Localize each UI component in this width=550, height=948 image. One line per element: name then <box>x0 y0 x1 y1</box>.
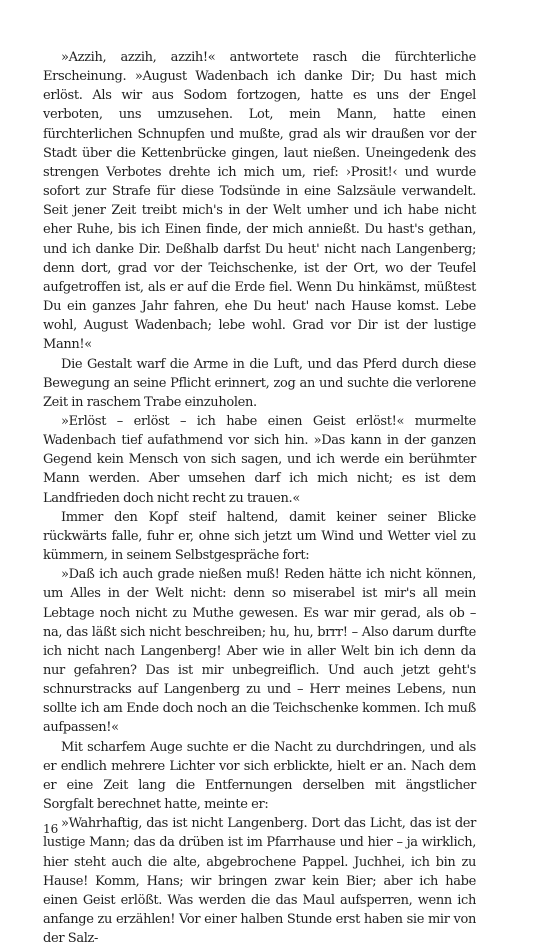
paragraph: »Erlöst – erlöst – ich habe einen Geist erlöst!« murmelte Wadenbach tief aufathmend vor sich hin. »Das kann in der ganzen Gegend kein Mensch von sich sagen, und ich werde ein berühmter Mann werden. Aber umsehen darf ich mich nicht; es ist dem Landfrieden doch nicht recht zu trauen.« <box>43 413 476 506</box>
paragraph: »Daß ich auch grade nießen muß! Reden hätte ich nicht können, um Alles in der Welt nicht: denn so miserabel ist mir's all mein Lebtage noch nicht zu Muthe gewesen. Es war mir gerad, als ob – na, das läßt sich nicht beschreiben; hu, hu, brrr! – Also darum durfte ich nicht nach Langenberg! Aber wie in aller Welt bin ich denn da nur gefahren? Das ist mir unbegreiflich. Und auch jetzt geht's schnurstracks auf Langenberg zu und – Herr meines Lebens, nun sollte ich am Ende doch noch an die Teichschenke kommen. Ich muß aufpassen!« <box>43 567 476 736</box>
paragraph: Immer den Kopf steif haltend, damit keiner seiner Blicke rückwärts falle, fuhr er, ohne sich jetzt um Wind und Wetter viel zu kümmern, in seinem Selbstgespräche fort: <box>43 509 476 564</box>
page-number: 16 <box>43 822 59 836</box>
paragraph: Die Gestalt warf die Arme in die Luft, und das Pferd durch diese Bewegung an seine Pflicht erinnert, zog an und suchte die verlorene Zeit in raschem Trabe einzuholen. <box>43 356 476 410</box>
paragraph: Mit scharfem Auge suchte er die Nacht zu durchdringen, und als er endlich mehrere Lichter vor sich erblickte, hielt er an. Nach dem er eine Zeit lang die Entfernungen derselben mit ängstlicher Sorgfalt berechnet hatte, meinte er: <box>43 739 476 813</box>
paragraph: »Wahrhaftig, das ist nicht Langenberg. Dort das Licht, das ist der lustige Mann; das da drüben ist im Pfarrhause und hier – ja wirklich, hier steht auch die alte, abgebrochene Pappel. Juchhei, ich bin zu Hause! Komm, Hans; wir bringen zwar kein Bier; aber ich habe einen Geist erlößt. Was werden die das Maul aufsperren, wenn ich anfange zu erzählen! Vor einer halben Stunde erst haben sie mir von der Salz- <box>43 816 476 947</box>
body-text <box>43 48 476 948</box>
paragraph: »Azzih, azzih, azzih!« antwortete rasch die fürchterliche Erscheinung. »August Wadenbach ich danke Dir; Du hast mich erlöst. Als wir aus Sodom fortzogen, hatte es uns der Engel verboten, uns umzusehen. Lot, mein Mann, hatte einen fürchterlichen Schnupfen und mußte, grad als wir draußen vor der Stadt über die Kettenbrücke gingen, laut nießen. Uneingedenk des strengen Verbotes drehte ich mich um, rief: ›Prosit!‹ und wurde sofort zur Strafe für diese Todsünde in eine Salzsäule verwandelt. Seit jener Zeit treibt mich's in der Welt umher und ich habe nicht eher Ruhe, bis ich Einen finde, der mich anniеßt. Du hast's gethan, und ich danke Dir. Deßhalb darfst Du heut' nicht nach Langenberg; denn dort, grad vor der Teichschenke, ist der Ort, wo der Teufel aufgetroffen ist, als er auf die Erde fiel. Wenn Du hinkämst, müßtest Du ein ganzes Jahr fahren, ehe Du heut' nach Hause komst. Lebe wohl, August Wadenbach; lebe wohl. Grad vor Dir ist der lustige Mann!« <box>43 50 476 353</box>
